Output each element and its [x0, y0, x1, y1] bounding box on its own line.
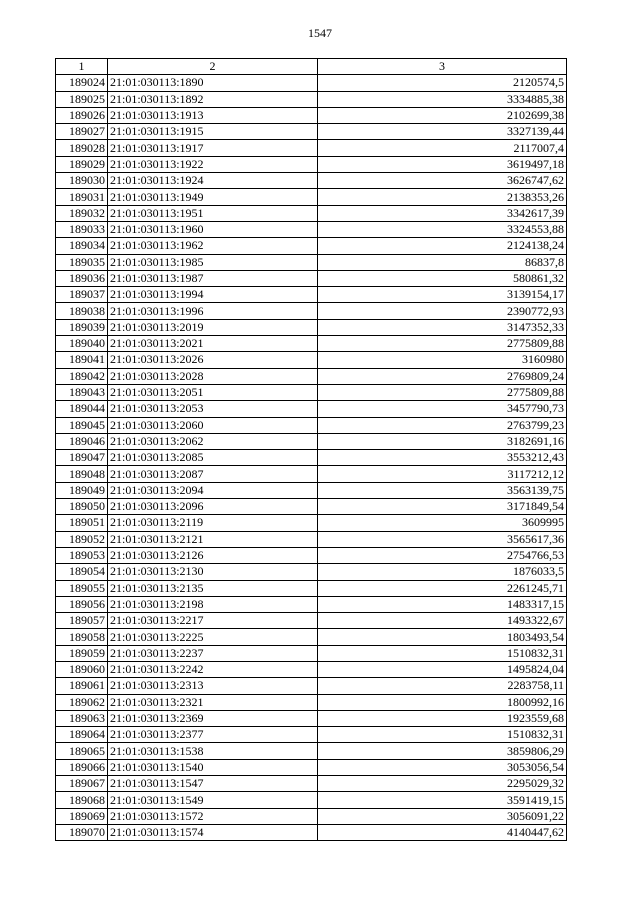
value-cell: 1876033,5	[318, 564, 567, 580]
table-row	[56, 776, 567, 792]
cadastral-table	[55, 58, 567, 841]
cadastral-number-cell: 21:01:030113:1922	[108, 156, 318, 172]
table-row	[56, 352, 567, 368]
cadastral-number-cell: 21:01:030113:2028	[108, 368, 318, 384]
cadastral-number-cell: 21:01:030113:2130	[108, 564, 318, 580]
cadastral-number-cell: 21:01:030113:2019	[108, 319, 318, 335]
value-cell: 1495824,04	[318, 661, 567, 677]
table-row	[56, 287, 567, 303]
page-number: 1547	[308, 26, 332, 40]
value-cell: 4140447,62	[318, 824, 567, 840]
value-cell: 3139154,17	[318, 287, 567, 303]
row-number-cell: 189024	[56, 75, 108, 91]
row-number-cell: 189063	[56, 710, 108, 726]
cadastral-number-cell: 21:01:030113:1538	[108, 743, 318, 759]
value-cell: 2775809,88	[318, 384, 567, 400]
row-number-cell: 189030	[56, 173, 108, 189]
table-row	[56, 189, 567, 205]
value-cell: 2124138,24	[318, 238, 567, 254]
row-number-cell: 189029	[56, 156, 108, 172]
value-cell: 1800992,16	[318, 694, 567, 710]
cadastral-number-cell: 21:01:030113:1987	[108, 270, 318, 286]
column-header-1: 1	[56, 59, 108, 75]
table-row	[56, 547, 567, 563]
row-number-cell: 189066	[56, 759, 108, 775]
value-cell: 3626747,62	[318, 173, 567, 189]
value-cell: 2261245,71	[318, 580, 567, 596]
value-cell: 1510832,31	[318, 645, 567, 661]
table-row	[56, 727, 567, 743]
cadastral-number-cell: 21:01:030113:2085	[108, 450, 318, 466]
table-row	[56, 531, 567, 547]
table-row	[56, 238, 567, 254]
cadastral-number-cell: 21:01:030113:1890	[108, 75, 318, 91]
row-number-cell: 189042	[56, 368, 108, 384]
cadastral-number-cell: 21:01:030113:1960	[108, 221, 318, 237]
value-cell: 3334885,38	[318, 91, 567, 107]
row-number-cell: 189041	[56, 352, 108, 368]
value-cell: 3117212,12	[318, 466, 567, 482]
row-number-cell: 189068	[56, 792, 108, 808]
table-row	[56, 645, 567, 661]
value-cell: 3056091,22	[318, 808, 567, 824]
cadastral-number-cell: 21:01:030113:2021	[108, 336, 318, 352]
value-cell: 3457790,73	[318, 401, 567, 417]
cadastral-number-cell: 21:01:030113:2225	[108, 629, 318, 645]
table-row	[56, 515, 567, 531]
table-row	[56, 499, 567, 515]
cadastral-number-cell: 21:01:030113:1540	[108, 759, 318, 775]
cadastral-number-cell: 21:01:030113:1994	[108, 287, 318, 303]
cadastral-number-cell: 21:01:030113:2313	[108, 678, 318, 694]
cadastral-number-cell: 21:01:030113:1917	[108, 140, 318, 156]
column-header-3: 3	[318, 59, 567, 75]
table-row	[56, 173, 567, 189]
cadastral-number-cell: 21:01:030113:2087	[108, 466, 318, 482]
table-row	[56, 482, 567, 498]
cadastral-number-cell: 21:01:030113:1547	[108, 776, 318, 792]
table-row	[56, 792, 567, 808]
cadastral-number-cell: 21:01:030113:2126	[108, 547, 318, 563]
cadastral-number-cell: 21:01:030113:2062	[108, 433, 318, 449]
table-row	[56, 629, 567, 645]
cadastral-number-cell: 21:01:030113:2060	[108, 417, 318, 433]
value-cell: 3171849,54	[318, 499, 567, 515]
cadastral-number-cell: 21:01:030113:2135	[108, 580, 318, 596]
cadastral-number-cell: 21:01:030113:2377	[108, 727, 318, 743]
row-number-cell: 189064	[56, 727, 108, 743]
row-number-cell: 189028	[56, 140, 108, 156]
row-number-cell: 189049	[56, 482, 108, 498]
cadastral-number-cell: 21:01:030113:2094	[108, 482, 318, 498]
value-cell: 3147352,33	[318, 319, 567, 335]
value-cell: 2138353,26	[318, 189, 567, 205]
value-cell: 2769809,24	[318, 368, 567, 384]
row-number-cell: 189054	[56, 564, 108, 580]
table-row	[56, 759, 567, 775]
value-cell: 2120574,5	[318, 75, 567, 91]
value-cell: 3563139,75	[318, 482, 567, 498]
table-row	[56, 596, 567, 612]
row-number-cell: 189032	[56, 205, 108, 221]
value-cell: 86837,8	[318, 254, 567, 270]
row-number-cell: 189058	[56, 629, 108, 645]
cadastral-number-cell: 21:01:030113:2217	[108, 613, 318, 629]
value-cell: 3053056,54	[318, 759, 567, 775]
cadastral-number-cell: 21:01:030113:1951	[108, 205, 318, 221]
table-row	[56, 384, 567, 400]
row-number-cell: 189053	[56, 547, 108, 563]
table-row	[56, 678, 567, 694]
row-number-cell: 189036	[56, 270, 108, 286]
row-number-cell: 189056	[56, 596, 108, 612]
cadastral-number-cell: 21:01:030113:1574	[108, 824, 318, 840]
table-row	[56, 75, 567, 91]
row-number-cell: 189038	[56, 303, 108, 319]
value-cell: 2390772,93	[318, 303, 567, 319]
row-number-cell: 189052	[56, 531, 108, 547]
table-row	[56, 450, 567, 466]
value-cell: 1493322,67	[318, 613, 567, 629]
row-number-cell: 189067	[56, 776, 108, 792]
value-cell: 1510832,31	[318, 727, 567, 743]
row-number-cell: 189031	[56, 189, 108, 205]
cadastral-number-cell: 21:01:030113:1949	[108, 189, 318, 205]
cadastral-number-cell: 21:01:030113:2369	[108, 710, 318, 726]
value-cell: 2102699,38	[318, 107, 567, 123]
value-cell: 3609995	[318, 515, 567, 531]
row-number-cell: 189048	[56, 466, 108, 482]
row-number-cell: 189055	[56, 580, 108, 596]
row-number-cell: 189062	[56, 694, 108, 710]
row-number-cell: 189034	[56, 238, 108, 254]
value-cell: 1483317,15	[318, 596, 567, 612]
table-row	[56, 401, 567, 417]
table-row	[56, 254, 567, 270]
cadastral-number-cell: 21:01:030113:2096	[108, 499, 318, 515]
row-number-cell: 189045	[56, 417, 108, 433]
row-number-cell: 189047	[56, 450, 108, 466]
value-cell: 3591419,15	[318, 792, 567, 808]
table-body	[56, 75, 567, 841]
value-cell: 3160980	[318, 352, 567, 368]
cadastral-number-cell: 21:01:030113:1913	[108, 107, 318, 123]
cadastral-number-cell: 21:01:030113:1985	[108, 254, 318, 270]
table-row	[56, 743, 567, 759]
row-number-cell: 189039	[56, 319, 108, 335]
value-cell: 1803493,54	[318, 629, 567, 645]
table-row	[56, 417, 567, 433]
row-number-cell: 189033	[56, 221, 108, 237]
cadastral-number-cell: 21:01:030113:2198	[108, 596, 318, 612]
table-row	[56, 580, 567, 596]
cadastral-number-cell: 21:01:030113:2121	[108, 531, 318, 547]
value-cell: 3619497,18	[318, 156, 567, 172]
table-row	[56, 368, 567, 384]
row-number-cell: 189065	[56, 743, 108, 759]
row-number-cell: 189057	[56, 613, 108, 629]
value-cell: 2283758,11	[318, 678, 567, 694]
table-row	[56, 564, 567, 580]
table-row	[56, 808, 567, 824]
cadastral-number-cell: 21:01:030113:1915	[108, 124, 318, 140]
row-number-cell: 189050	[56, 499, 108, 515]
table-row	[56, 710, 567, 726]
table-row	[56, 156, 567, 172]
value-cell: 2763799,23	[318, 417, 567, 433]
row-number-cell: 189051	[56, 515, 108, 531]
cadastral-number-cell: 21:01:030113:2051	[108, 384, 318, 400]
value-cell: 3553212,43	[318, 450, 567, 466]
row-number-cell: 189061	[56, 678, 108, 694]
table-row	[56, 466, 567, 482]
table-row	[56, 336, 567, 352]
row-number-cell: 189069	[56, 808, 108, 824]
value-cell: 3342617,39	[318, 205, 567, 221]
row-number-cell: 189070	[56, 824, 108, 840]
table-row	[56, 433, 567, 449]
row-number-cell: 189060	[56, 661, 108, 677]
table-row	[56, 140, 567, 156]
value-cell: 580861,32	[318, 270, 567, 286]
table-row	[56, 319, 567, 335]
value-cell: 2775809,88	[318, 336, 567, 352]
row-number-cell: 189035	[56, 254, 108, 270]
value-cell: 3182691,16	[318, 433, 567, 449]
row-number-cell: 189044	[56, 401, 108, 417]
table-row	[56, 694, 567, 710]
cadastral-number-cell: 21:01:030113:2053	[108, 401, 318, 417]
table-header-row	[56, 59, 567, 75]
cadastral-number-cell: 21:01:030113:2119	[108, 515, 318, 531]
table-row	[56, 303, 567, 319]
table-row	[56, 107, 567, 123]
value-cell: 3327139,44	[318, 124, 567, 140]
table-row	[56, 221, 567, 237]
cadastral-number-cell: 21:01:030113:1572	[108, 808, 318, 824]
table-row	[56, 124, 567, 140]
row-number-cell: 189025	[56, 91, 108, 107]
row-number-cell: 189046	[56, 433, 108, 449]
cadastral-number-cell: 21:01:030113:2242	[108, 661, 318, 677]
value-cell: 2117007,4	[318, 140, 567, 156]
value-cell: 3859806,29	[318, 743, 567, 759]
table-row	[56, 613, 567, 629]
value-cell: 3565617,36	[318, 531, 567, 547]
cadastral-number-cell: 21:01:030113:1924	[108, 173, 318, 189]
row-number-cell: 189027	[56, 124, 108, 140]
table-row	[56, 270, 567, 286]
cadastral-number-cell: 21:01:030113:1549	[108, 792, 318, 808]
value-cell: 2754766,53	[318, 547, 567, 563]
row-number-cell: 189040	[56, 336, 108, 352]
cadastral-number-cell: 21:01:030113:2026	[108, 352, 318, 368]
cadastral-number-cell: 21:01:030113:1962	[108, 238, 318, 254]
row-number-cell: 189043	[56, 384, 108, 400]
column-header-2: 2	[108, 59, 318, 75]
table-row	[56, 661, 567, 677]
row-number-cell: 189037	[56, 287, 108, 303]
row-number-cell: 189026	[56, 107, 108, 123]
table-row	[56, 205, 567, 221]
cadastral-number-cell: 21:01:030113:1892	[108, 91, 318, 107]
cadastral-number-cell: 21:01:030113:1996	[108, 303, 318, 319]
value-cell: 2295029,32	[318, 776, 567, 792]
value-cell: 3324553,88	[318, 221, 567, 237]
table-row	[56, 824, 567, 840]
cadastral-number-cell: 21:01:030113:2237	[108, 645, 318, 661]
table-row	[56, 91, 567, 107]
value-cell: 1923559,68	[318, 710, 567, 726]
row-number-cell: 189059	[56, 645, 108, 661]
cadastral-number-cell: 21:01:030113:2321	[108, 694, 318, 710]
